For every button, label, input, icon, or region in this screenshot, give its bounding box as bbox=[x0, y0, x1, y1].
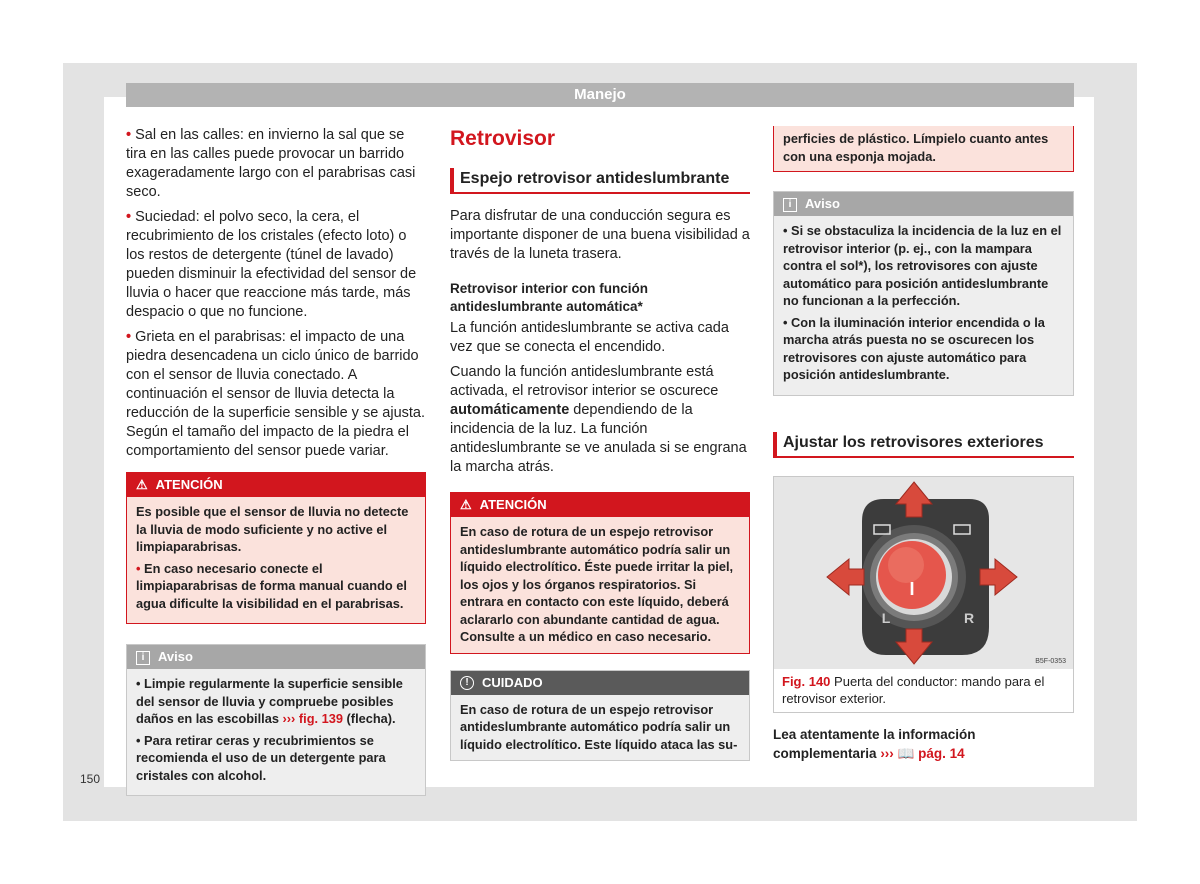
knob-right-label: R bbox=[963, 609, 975, 626]
figure-caption bbox=[774, 669, 1073, 712]
fig-arrows: ››› bbox=[282, 711, 296, 726]
knob-left-label: L bbox=[881, 609, 891, 626]
section-title: Retrovisor bbox=[450, 127, 556, 150]
caution-text: En caso de rotura de un espejo retrovisor antideslumbrante automático podría salir un líquido electrolítico. Este líquido ataca las su- bbox=[460, 701, 738, 752]
paragraph: La función antideslumbrante se activa cada vez que se conecta el encendido. bbox=[450, 320, 729, 355]
read-more-note: Lea atentamente la información complementaria ››› 📖 pág. 14 bbox=[773, 726, 976, 761]
column-1 bbox=[126, 126, 426, 796]
paragraph: Cuando la función antideslumbrante está activada, el retrovisor interior se oscurece automáticamente dependiendo de la incidencia de la luz. La función antideslumbrante se ve anulada si se engrana la marcha atrás. bbox=[450, 364, 747, 475]
figure-140 bbox=[773, 476, 1074, 713]
bullet-salt: • Sal en las calles: en invierno la sal que se tira en las calles puede provocar un barrido exageradamente largo con el parabrisas casi seco. bbox=[126, 126, 426, 202]
warning-triangle-icon: ⚠ bbox=[460, 497, 472, 512]
warning-box-electrolyte bbox=[450, 492, 750, 654]
warning-box-title: ⚠ ATENCIÓN bbox=[127, 473, 425, 497]
mirror-knob-svg bbox=[774, 477, 1073, 669]
info-item: • Para retirar ceras y recubrimientos se recomienda el uso de un detergente para cristales con alcohol. bbox=[136, 732, 386, 783]
book-icon: 📖 bbox=[897, 745, 915, 761]
figure-caption-text: Puerta del conductor: mando para el retrovisor exterior. bbox=[782, 673, 1045, 706]
intro-paragraph: Para disfrutar de una conducción segura es importante disponer de una buena visibilidad a través de la luneta trasera. bbox=[450, 208, 750, 262]
bullet-crack: • Grieta en el parabrisas: el impacto de una piedra desencadena un ciclo único de barrido con el sensor de lluvia conectado. A continuación el sensor de lluvia detecta la reducción de la superficie sensible y se ajusta. Según el tamaño del impacto de la piedra el comportamiento del sensor puede variar. bbox=[126, 328, 426, 461]
section-header: Manejo bbox=[126, 83, 1074, 107]
column-2 bbox=[450, 126, 750, 761]
figure-number: Fig. 140 bbox=[782, 673, 831, 689]
info-item: • Con la iluminación interior encendida o la marcha atrás puesta no se oscurecen los retrovisores con ajuste automático para posición antideslumbrante. bbox=[783, 314, 1045, 382]
info-icon: i bbox=[783, 198, 797, 212]
column-3 bbox=[773, 126, 1074, 763]
page-14-link[interactable]: pág. 14 bbox=[918, 745, 965, 761]
mirror-control-illustration bbox=[774, 477, 1073, 669]
caution-box-title: ! CUIDADO bbox=[451, 671, 749, 695]
caution-box-continued: perficies de plástico. Límpielo cuanto antes con una esponja mojada. bbox=[773, 126, 1074, 172]
info-box-title: i Aviso bbox=[127, 645, 425, 669]
interior-mirror-subhead: Retrovisor interior con función antideslumbrante automática* bbox=[450, 281, 649, 314]
info-item: • Si se obstaculiza la incidencia de la luz en el retrovisor interior (p. ej., con la mampara contra el sol*), los retrovisores con ajuste automático para posición antideslumbrante no funcionan a la perfección. bbox=[783, 223, 1062, 308]
ref-arrows: ››› bbox=[880, 745, 894, 761]
subsection-title-exterior-mirrors: Ajustar los retrovisores exteriores bbox=[773, 432, 1074, 458]
warning-box-rain-sensor bbox=[126, 472, 426, 624]
subsection-title: Espejo retrovisor antideslumbrante bbox=[450, 168, 750, 194]
caution-icon: ! bbox=[460, 676, 474, 690]
info-item: • Limpie regularmente la superficie sensible del sensor de lluvia y compruebe posibles daños en las escobillas ››› fig. 139 (flecha). bbox=[136, 676, 403, 726]
warning-box-title: ⚠ ATENCIÓN bbox=[451, 493, 749, 517]
page-number: 150 bbox=[80, 772, 101, 786]
caution-box bbox=[450, 670, 750, 762]
fig-139-link[interactable]: fig. 139 bbox=[298, 711, 343, 726]
info-box-mirror bbox=[773, 191, 1074, 396]
knob-center-label: I bbox=[909, 578, 915, 599]
warning-text: En caso de rotura de un espejo retrovisor antideslumbrante automático podría salir un líquido electrolítico. Éste puede irritar la piel, los ojos y los órganos respiratorios. Si entrara en contacto con este líquido, deberá aclararlo con abundante cantidad de agua. Consulte a un médico en caso necesario. bbox=[460, 524, 734, 644]
info-icon: i bbox=[136, 651, 150, 665]
bullet-dirt: • Suciedad: el polvo seco, la cera, el recubrimiento de los cristales (efecto loto) o los restos de detergente (túnel de lavado) pueden disminuir la efectividad del sensor de lluvia o hacer que reaccione más tarde, más despacio o que no funcione. bbox=[126, 208, 426, 322]
figure-code: B5F-0353 bbox=[1035, 657, 1066, 665]
warning-text: Es posible que el sensor de lluvia no detecte la lluvia de modo suficiente y no active el limpiaparabrisas. bbox=[136, 504, 409, 554]
info-box-wipers bbox=[126, 644, 426, 796]
warning-triangle-icon: ⚠ bbox=[136, 477, 148, 492]
info-box-title: i Aviso bbox=[774, 192, 1073, 216]
warning-bullet: • En caso necesario conecte el limpiaparabrisas de forma manual cuando el agua dificulte la visibilidad en el parabrisas. bbox=[136, 560, 416, 613]
